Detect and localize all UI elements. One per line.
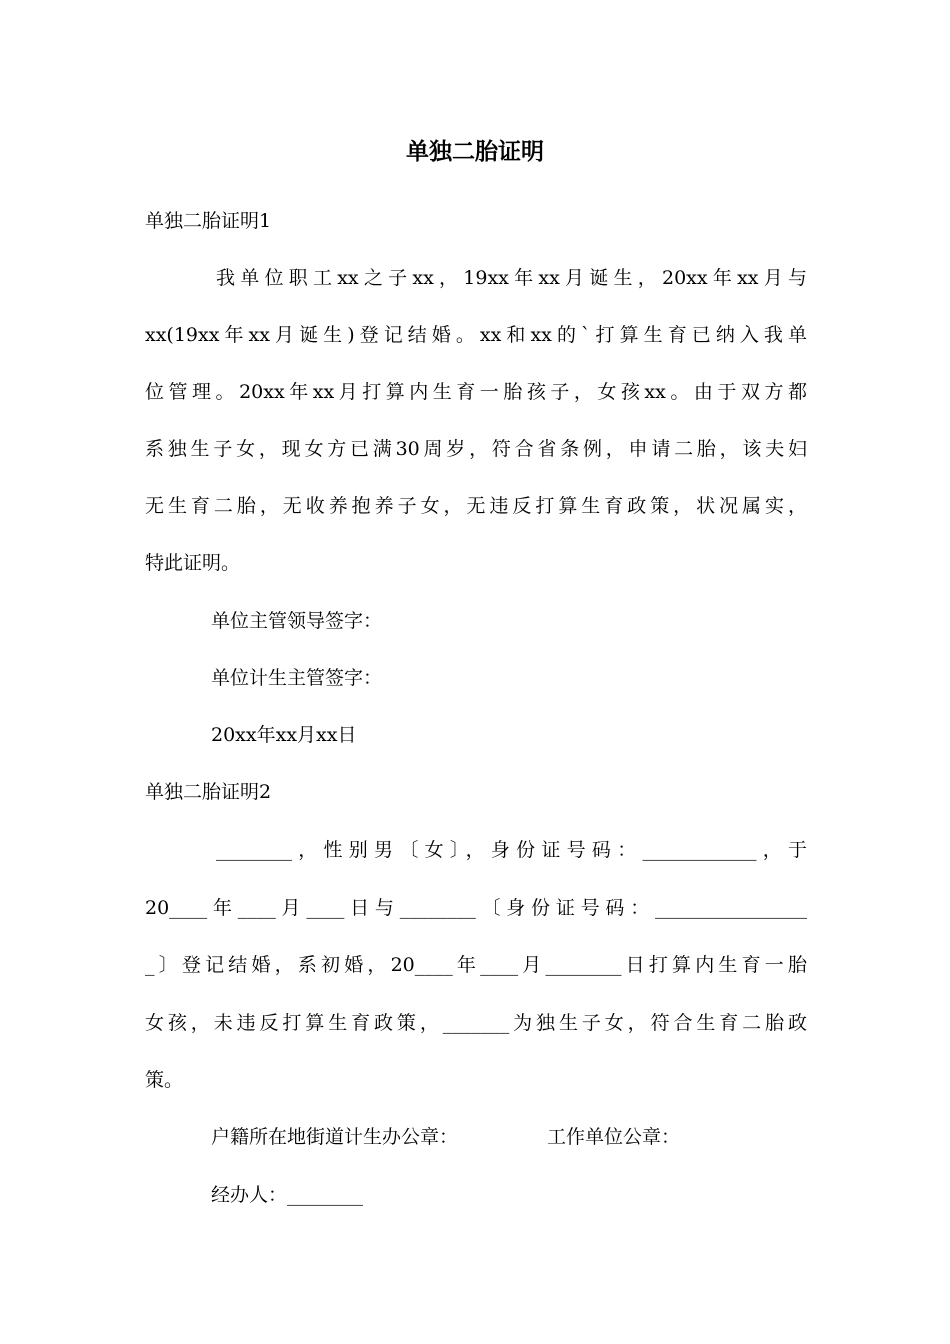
section1-paragraph-line-3: 位管理。20xx年xx月打算内生育一胎孩子，女孩xx。由于双方都 xyxy=(145,381,807,403)
leader-signature-label: 单位主管领导签字： xyxy=(211,610,383,632)
section2-paragraph-line-3: _〕登记结婚，系初婚，20____年____月________日打算内生育一胎 xyxy=(145,954,807,976)
document-title: 单独二胎证明 xyxy=(406,138,544,165)
section1-paragraph-line-2: xx(19xx年xx月诞生)登记结婚。xx和xx的`打算生育已纳入我单 xyxy=(145,324,807,346)
section1-paragraph-line-4: 系独生子女，现女方已满30周岁，符合省条例，申请二胎，该夫妇 xyxy=(145,438,807,460)
section1-paragraph-line-1: 我单位职工xx之子xx，19xx年xx月诞生，20xx年xx月与 xyxy=(216,267,807,289)
planning-signature-label: 单位计生主管签字： xyxy=(211,667,383,689)
handler-label: 经办人：________ xyxy=(211,1184,364,1206)
section1-paragraph-line-5: 无生育二胎，无收养抱养子女，无违反打算生育政策，状况属实， xyxy=(145,495,807,517)
work-unit-seal-label: 工作单位公章： xyxy=(547,1126,681,1148)
section2-heading: 单独二胎证明2 xyxy=(145,781,272,803)
street-office-seal-label: 户籍所在地街道计生办公章： xyxy=(211,1126,459,1148)
section2-paragraph-line-2: 20____年____月____日与________〔身份证号码：________________ xyxy=(145,897,807,919)
section2-paragraph-line-4: 女孩，未违反打算生育政策，_______为独生子女，符合生育二胎政 xyxy=(145,1012,807,1034)
section1-paragraph-line-6: 特此证明。 xyxy=(145,552,241,574)
section2-paragraph-line-1: ________，性别男〔女〕，身份证号码：____________，于 xyxy=(216,839,807,861)
section1-heading: 单独二胎证明1 xyxy=(145,210,272,232)
section2-paragraph-line-5: 策。 xyxy=(145,1069,184,1091)
section1-date: 20xx年xx月xx日 xyxy=(211,724,357,746)
